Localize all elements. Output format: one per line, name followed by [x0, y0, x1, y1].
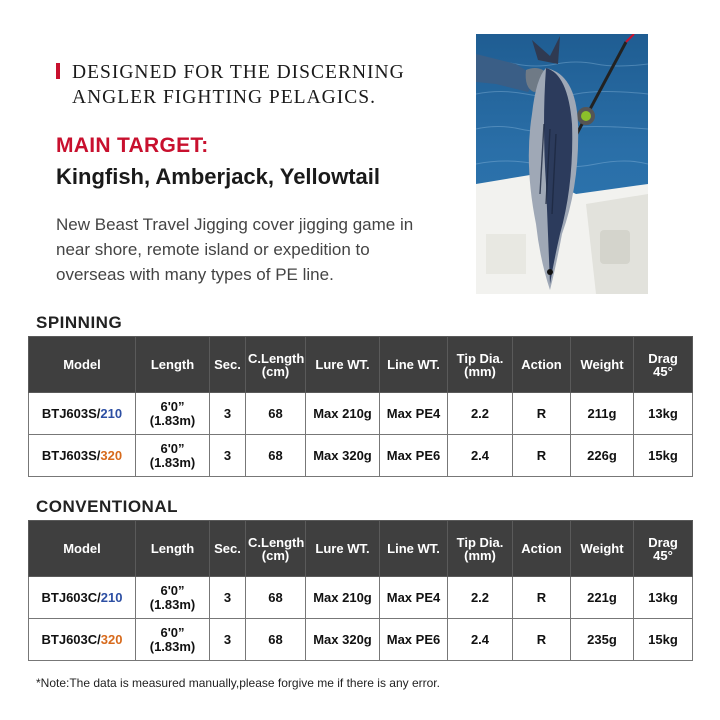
- col-closed-length-label: C.Length: [248, 350, 305, 366]
- col-length: Length: [136, 337, 210, 393]
- model-prefix: BTJ603C/: [41, 631, 101, 647]
- main-target-species: Kingfish, Amberjack, Yellowtail: [56, 164, 380, 189]
- cell-model: [29, 619, 136, 661]
- fish-photo: [476, 34, 648, 294]
- col-tip-label: Tip Dia.: [456, 534, 504, 550]
- cell-tip-diameter: 2.4: [448, 435, 513, 477]
- col-line-weight: Line WT.: [380, 521, 448, 577]
- cell-line-weight: Max PE4: [380, 393, 448, 435]
- length-ft: 6'0”: [160, 440, 185, 456]
- cell-line-weight: Max PE6: [380, 619, 448, 661]
- col-drag-unit: 45°: [653, 363, 673, 379]
- table-header-row: [29, 521, 693, 577]
- table-row: [29, 435, 693, 477]
- length-ft: 6'0”: [160, 582, 185, 598]
- col-drag-label: Drag: [648, 534, 678, 550]
- col-drag-unit: 45°: [653, 547, 673, 563]
- model-suffix: 210: [100, 405, 123, 421]
- table-row: [29, 393, 693, 435]
- cell-weight: 211g: [571, 393, 634, 435]
- cell-tip-diameter: 2.2: [448, 393, 513, 435]
- table-row: [29, 619, 693, 661]
- model-suffix: 320: [100, 631, 123, 647]
- cell-drag: 13kg: [634, 577, 693, 619]
- length-m: (1.83m): [149, 638, 196, 654]
- col-drag-label: Drag: [648, 350, 678, 366]
- model-prefix: BTJ603C/: [41, 589, 101, 605]
- col-model: Model: [29, 521, 136, 577]
- cell-tip-diameter: 2.4: [448, 619, 513, 661]
- cell-tip-diameter: 2.2: [448, 577, 513, 619]
- cell-model: [29, 435, 136, 477]
- col-closed-length-label: C.Length: [248, 534, 305, 550]
- col-sections: Sec.: [210, 337, 246, 393]
- cell-sections: 3: [210, 393, 246, 435]
- accent-bar: [56, 63, 60, 79]
- length-ft: 6'0”: [160, 398, 185, 414]
- length-m: (1.83m): [149, 596, 196, 612]
- cell-lure-weight: Max 210g: [306, 577, 380, 619]
- cell-closed-length: 68: [246, 619, 306, 661]
- model-suffix: 210: [100, 589, 123, 605]
- cell-closed-length: 68: [246, 435, 306, 477]
- cell-drag: 15kg: [634, 435, 693, 477]
- col-closed-length-unit: (cm): [261, 547, 290, 563]
- col-action: Action: [513, 337, 571, 393]
- main-target-label: MAIN TARGET:: [56, 134, 209, 157]
- tagline-line-1: DESIGNED FOR THE DISCERNING: [72, 62, 405, 83]
- cell-length: [136, 393, 210, 435]
- cell-model: [29, 393, 136, 435]
- length-m: (1.83m): [149, 412, 196, 428]
- cell-weight: 226g: [571, 435, 634, 477]
- col-drag: [634, 521, 693, 577]
- cell-sections: 3: [210, 577, 246, 619]
- col-tip-diameter: [448, 521, 513, 577]
- col-tip-label: Tip Dia.: [456, 350, 504, 366]
- cell-lure-weight: Max 210g: [306, 393, 380, 435]
- tagline-line-2: ANGLER FIGHTING PELAGICS.: [72, 87, 376, 108]
- length-ft: 6'0”: [160, 624, 185, 640]
- col-drag: [634, 337, 693, 393]
- col-closed-length: [246, 337, 306, 393]
- col-closed-length: [246, 521, 306, 577]
- col-closed-length-unit: (cm): [261, 363, 290, 379]
- table-header-row: [29, 337, 693, 393]
- table-row: [29, 577, 693, 619]
- spinning-title: SPINNING: [36, 313, 123, 332]
- col-line-weight: Line WT.: [380, 337, 448, 393]
- cell-sections: 3: [210, 435, 246, 477]
- disclaimer-note: *Note:The data is measured manually,please forgive me if there is any error.: [36, 676, 440, 690]
- model-prefix: BTJ603S/: [41, 405, 101, 421]
- cell-length: [136, 577, 210, 619]
- col-action: Action: [513, 521, 571, 577]
- cell-lure-weight: Max 320g: [306, 435, 380, 477]
- cell-length: [136, 435, 210, 477]
- cell-line-weight: Max PE4: [380, 577, 448, 619]
- length-m: (1.83m): [149, 454, 196, 470]
- col-lure-weight: Lure WT.: [306, 337, 380, 393]
- cell-closed-length: 68: [246, 393, 306, 435]
- cell-sections: 3: [210, 619, 246, 661]
- model-prefix: BTJ603S/: [41, 447, 101, 463]
- col-tip-diameter: [448, 337, 513, 393]
- col-sections: Sec.: [210, 521, 246, 577]
- col-length: Length: [136, 521, 210, 577]
- conventional-spec-table: [28, 520, 693, 661]
- cell-length: [136, 619, 210, 661]
- cell-drag: 13kg: [634, 393, 693, 435]
- product-description: New Beast Travel Jigging cover jigging game in near shore, remote island or expedition to overseas with many types of PE line.: [56, 215, 414, 284]
- cell-action: R: [513, 393, 571, 435]
- cell-weight: 221g: [571, 577, 634, 619]
- spinning-spec-table: [28, 336, 693, 477]
- fish-photo-illustration: [476, 34, 648, 294]
- col-tip-unit: (mm): [464, 363, 496, 379]
- conventional-title: CONVENTIONAL: [36, 497, 178, 516]
- cell-lure-weight: Max 320g: [306, 619, 380, 661]
- cell-drag: 15kg: [634, 619, 693, 661]
- col-tip-unit: (mm): [464, 547, 496, 563]
- cell-weight: 235g: [571, 619, 634, 661]
- cell-model: [29, 577, 136, 619]
- col-lure-weight: Lure WT.: [306, 521, 380, 577]
- col-model: Model: [29, 337, 136, 393]
- cell-action: R: [513, 619, 571, 661]
- cell-action: R: [513, 577, 571, 619]
- col-weight: Weight: [571, 521, 634, 577]
- cell-action: R: [513, 435, 571, 477]
- cell-closed-length: 68: [246, 577, 306, 619]
- cell-line-weight: Max PE6: [380, 435, 448, 477]
- model-suffix: 320: [100, 447, 123, 463]
- col-weight: Weight: [571, 337, 634, 393]
- tagline: [56, 60, 456, 110]
